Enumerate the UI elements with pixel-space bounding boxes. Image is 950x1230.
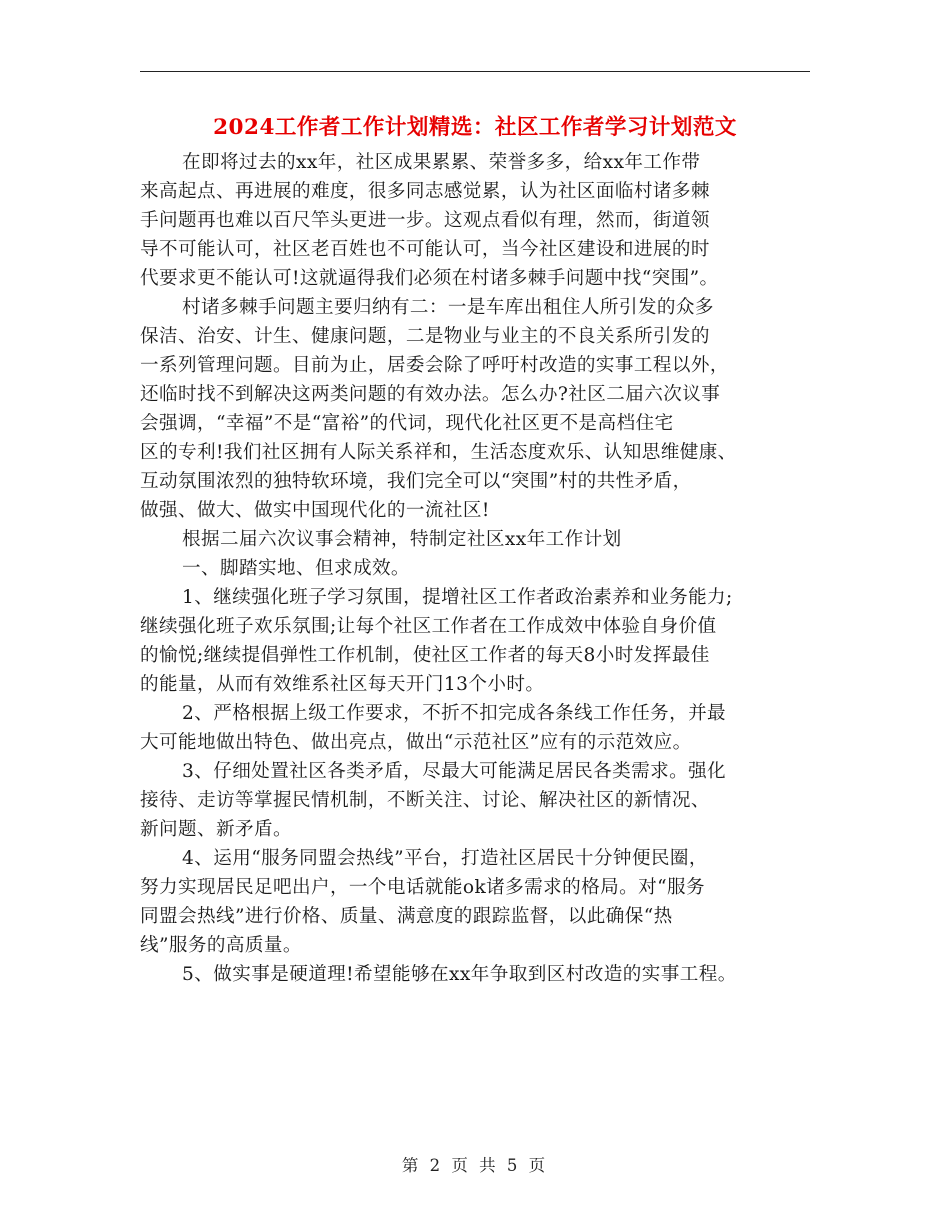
text-line: 5、做实事是硬道理!希望能够在xx年争取到区村改造的实事工程。 (182, 964, 737, 985)
text-line: 2、严格根据上级工作要求，不折不扣完成各条线工作任务，并最 (182, 703, 727, 724)
text-line: 4、运用“服务同盟会热线”平台，打造社区居民十分钟便民圈， (182, 848, 708, 869)
text-line: 大可能地做出特色、做出亮点，做出“示范社区”应有的示范效应。 (140, 732, 692, 753)
text-line: 继续强化班子欢乐氛围;让每个社区工作者在工作成效中体验自身价值 (140, 616, 717, 637)
text-line: 互动氛围浓烈的独特软环境，我们完全可以“突围”村的共性矛盾， (140, 471, 692, 492)
text-line: 新问题、新矛盾。 (140, 819, 292, 840)
text-line: 区的专利!我们社区拥有人际关系祥和，生活态度欢乐、认知思维健康、 (140, 442, 737, 463)
text-line: 的愉悦;继续提倡弹性工作机制，使社区工作者的每天8小时发挥最佳 (140, 645, 710, 666)
text-line: 村诸多棘手问题主要归纳有二：一是车库出租住人所引发的众多 (182, 297, 714, 318)
text-line: 努力实现居民足吧出户，一个电话就能ok诸多需求的格局。对“服务 (140, 877, 705, 898)
text-line: 代要求更不能认可!这就逼得我们必须在村诸多棘手问题中找“突围”。 (140, 268, 719, 289)
text-line: 在即将过去的xx年，社区成果累累、荣誉多多，给xx年工作带 (182, 152, 701, 173)
page-footer: 第 2 页 共 5 页 (401, 1156, 549, 1175)
text-line: 的能量，从而有效维系社区每天开门13个小时。 (140, 674, 545, 695)
text-line: 一系列管理问题。目前为止，居委会除了呼吁村改造的实事工程以外， (140, 355, 729, 376)
text-line: 1、继续强化班子学习氛围，提增社区工作者政治素养和业务能力; (182, 587, 733, 608)
text-line: 接待、走访等掌握民情机制，不断关注、讨论、解决社区的新情况、 (140, 790, 710, 811)
text-line: 一、脚踏实地、但求成效。 (182, 558, 410, 579)
text-line: 线”服务的高质量。 (140, 935, 302, 956)
header-rule (140, 71, 810, 72)
text-line: 手问题再也难以百尺竿头更进一步。这观点看似有理，然而，街道领 (140, 210, 710, 231)
text-line: 根据二届六次议事会精神，特制定社区xx年工作计划 (182, 529, 622, 550)
text-line: 做强、做大、做实中国现代化的一流社区! (140, 500, 490, 521)
text-line: 保洁、治安、计生、健康问题，二是物业与业主的不良关系所引发的 (140, 326, 710, 347)
text-line: 3、仔细处置社区各类矛盾，尽最大可能满足居民各类需求。强化 (182, 761, 727, 782)
text-line: 来高起点、再进展的难度，很多同志感觉累，认为社区面临村诸多棘 (140, 181, 710, 202)
text-line: 导不可能认可，社区老百姓也不可能认可，当今社区建设和进展的时 (140, 239, 710, 260)
text-line: 同盟会热线”进行价格、质量、满意度的跟踪监督，以此确保“热 (140, 906, 673, 927)
document-title: 2024工作者工作计划精选：社区工作者学习计划范文 (213, 115, 737, 140)
text-line: 还临时找不到解决这两类问题的有效办法。怎么办?社区二届六次议事 (140, 384, 721, 405)
document-body (140, 148, 812, 989)
text-line: 会强调，“幸福”不是“富裕”的代词，现代化社区更不是高档住宅 (140, 413, 674, 434)
